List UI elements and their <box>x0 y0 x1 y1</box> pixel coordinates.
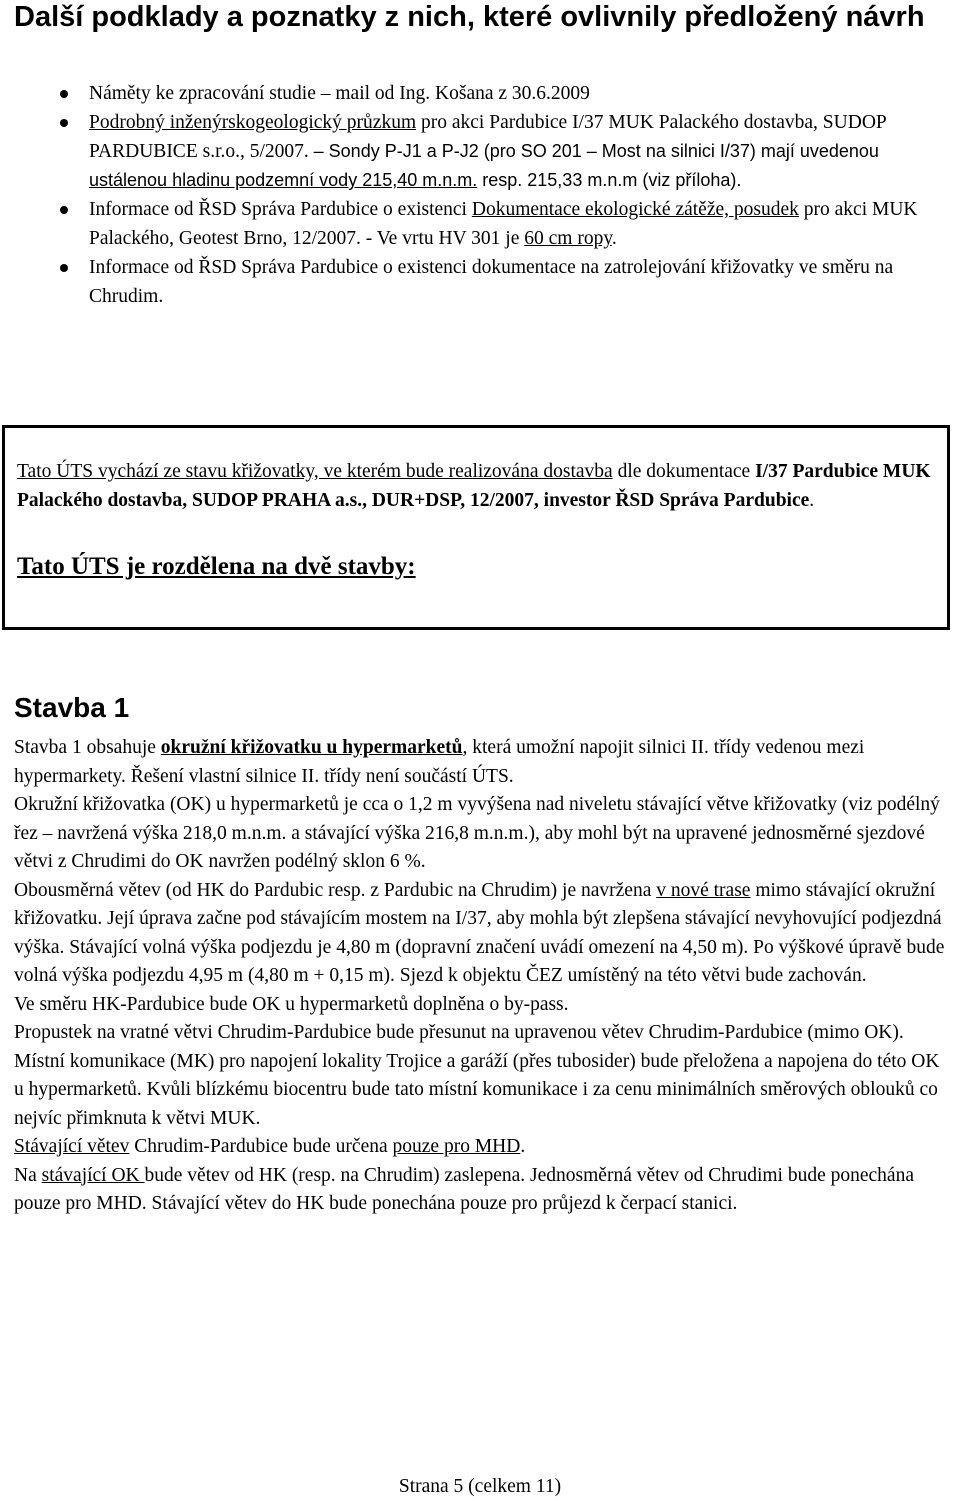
bullet-list <box>0 79 960 311</box>
text: Chrudim-Pardubice bude určena <box>129 1136 393 1157</box>
box-paragraph <box>17 457 935 515</box>
text: bude větev od HK (resp. na Chrudim) zaslepena. Jednosměrná větev od Chrudimi bude ponechána pouze pro MHD. Stávající větev do HK bude ponechána pouze pro průjezd k čerpací stanici. <box>14 1164 914 1214</box>
paragraph <box>14 1162 950 1219</box>
page-heading: Další podklady a poznatky z nich, které ovlivnily předložený návrh <box>14 1 925 33</box>
box-subheading: Tato ÚTS je rozdělena na dvě stavby: <box>17 553 416 580</box>
paragraph <box>14 877 950 991</box>
section-title: Stavba 1 <box>14 692 130 723</box>
section-body <box>14 734 950 1219</box>
underlined-text: Podrobný inženýrskogeologický průzkum <box>89 112 417 133</box>
box-text: dle dokumentace <box>612 461 756 482</box>
box-text: . <box>809 490 815 511</box>
bold-underlined-text: okružní křižovatku u hypermarketů <box>160 737 463 758</box>
bullet-item <box>0 79 960 108</box>
bullet-item <box>0 108 960 195</box>
underlined-text: Tato ÚTS vychází ze stavu křižovatky, ve kterém bude realizována dostavba <box>17 461 613 482</box>
underlined-text: Stávající větev <box>14 1136 130 1157</box>
underlined-text: v nové trase <box>656 879 751 901</box>
bullet-text: Informace od ŘSD Správa Pardubice o existenci <box>89 199 472 220</box>
text: Obousměrná větev (od HK do Pardubic resp. z Pardubic na Chrudim) je navržena <box>14 879 657 901</box>
text: Na <box>14 1164 42 1186</box>
bold-text: I/37 Pardubice MUK Palackého dostavba, SUDOP PRAHA a.s., DUR+DSP, 12/2007, investor ŘSD Správa Pardubice <box>17 461 931 511</box>
bullet-item <box>0 195 960 253</box>
paragraph <box>14 1133 950 1162</box>
bullet-text-sans: – Sondy P-J1 a P-J2 (pro SO 201 – Most na silnici I/37) mají uvedenou <box>313 141 879 161</box>
text: . <box>520 1136 526 1157</box>
underlined-text: ustálenou hladinu podzemní vody 215,40 m.n.m. <box>89 170 478 190</box>
bullet-text: Informace od ŘSD Správa Pardubice o existenci dokumentace na zatrolejování křižovatky ve směru na Chrudim. <box>89 257 894 307</box>
bullet-text: pro akci MUK Palackého, Geotest Brno, 12/2007. - Ve vrtu HV 301 je <box>89 199 918 249</box>
text: , která umožní napojit silnici II. třídy vedenou mezi hypermarkety. Řešení vlastní silnice II. třídy není součástí ÚTS. <box>14 737 865 787</box>
underlined-text: 60 cm ropy <box>524 228 612 249</box>
paragraph: Okružní křižovatka (OK) u hypermarketů je cca o 1,2 m vyvýšena nad niveletu stávající větve křižovatky (viz podélný řez – navržená výška 218,0 m.n.m. a stávající výška 216,8 m.n.m.), aby mohl být na upravené jednosměrné sjezdové větvi z Chrudimi do OK navržen podélný sklon 6 %. <box>14 794 940 872</box>
paragraph: Místní komunikace (MK) pro napojení lokality Trojice a garáží (přes tubosider) bude přeložena a napojena do této OK u hypermarketů. Kvůli blízkému biocentru bude tato místní komunikace i za cenu minimálních směrových oblouků co nejvíc přimknuta k větvi MUK. <box>14 1050 940 1129</box>
paragraph: Ve směru HK-Pardubice bude OK u hypermarketů doplněna o by-pass. <box>14 993 569 1015</box>
paragraph <box>14 734 950 791</box>
text: mimo stávající okružní křižovatku. Její úprava začne pod stávajícím mostem na I/37, aby mohla být zlepšena stávající nevyhovující podjezdná výška. Stávající volná výška podjezdu je 4,80 m (dopravní značení uvádí omezení na 4,50 m). Po výškové úpravě bude volná výška podjezdu 4,95 m (4,80 m + 0,15 m). Sjezd k objektu ČEZ umístěný na této větvi bude zachován. <box>14 879 945 986</box>
underlined-text: stávající OK <box>41 1164 145 1186</box>
text: Stavba 1 obsahuje <box>14 737 161 758</box>
bullet-text: pro akci Pardubice I/37 MUK Palackého dostavba, SUDOP PARDUBICE s.r.o., 5/2007. <box>89 112 887 162</box>
bullet-item <box>0 253 960 311</box>
page-footer: Strana 5 (celkem 11) <box>398 1476 562 1497</box>
paragraph: Propustek na vratné větvi Chrudim-Pardubice bude přesunut na upravenou větev Chrudim-Pardubice (mimo OK). <box>14 1022 904 1043</box>
framed-note-box <box>2 425 950 630</box>
underlined-text: pouze pro MHD <box>392 1136 521 1157</box>
bullet-text: . <box>611 228 617 249</box>
underlined-text: Dokumentace ekologické zátěže, posudek <box>471 199 799 220</box>
bullet-text-sans: resp. 215,33 m.n.m (viz příloha). <box>477 170 742 190</box>
bullet-text: Náměty ke zpracování studie – mail od Ing. Košana z 30.6.2009 <box>89 83 590 104</box>
